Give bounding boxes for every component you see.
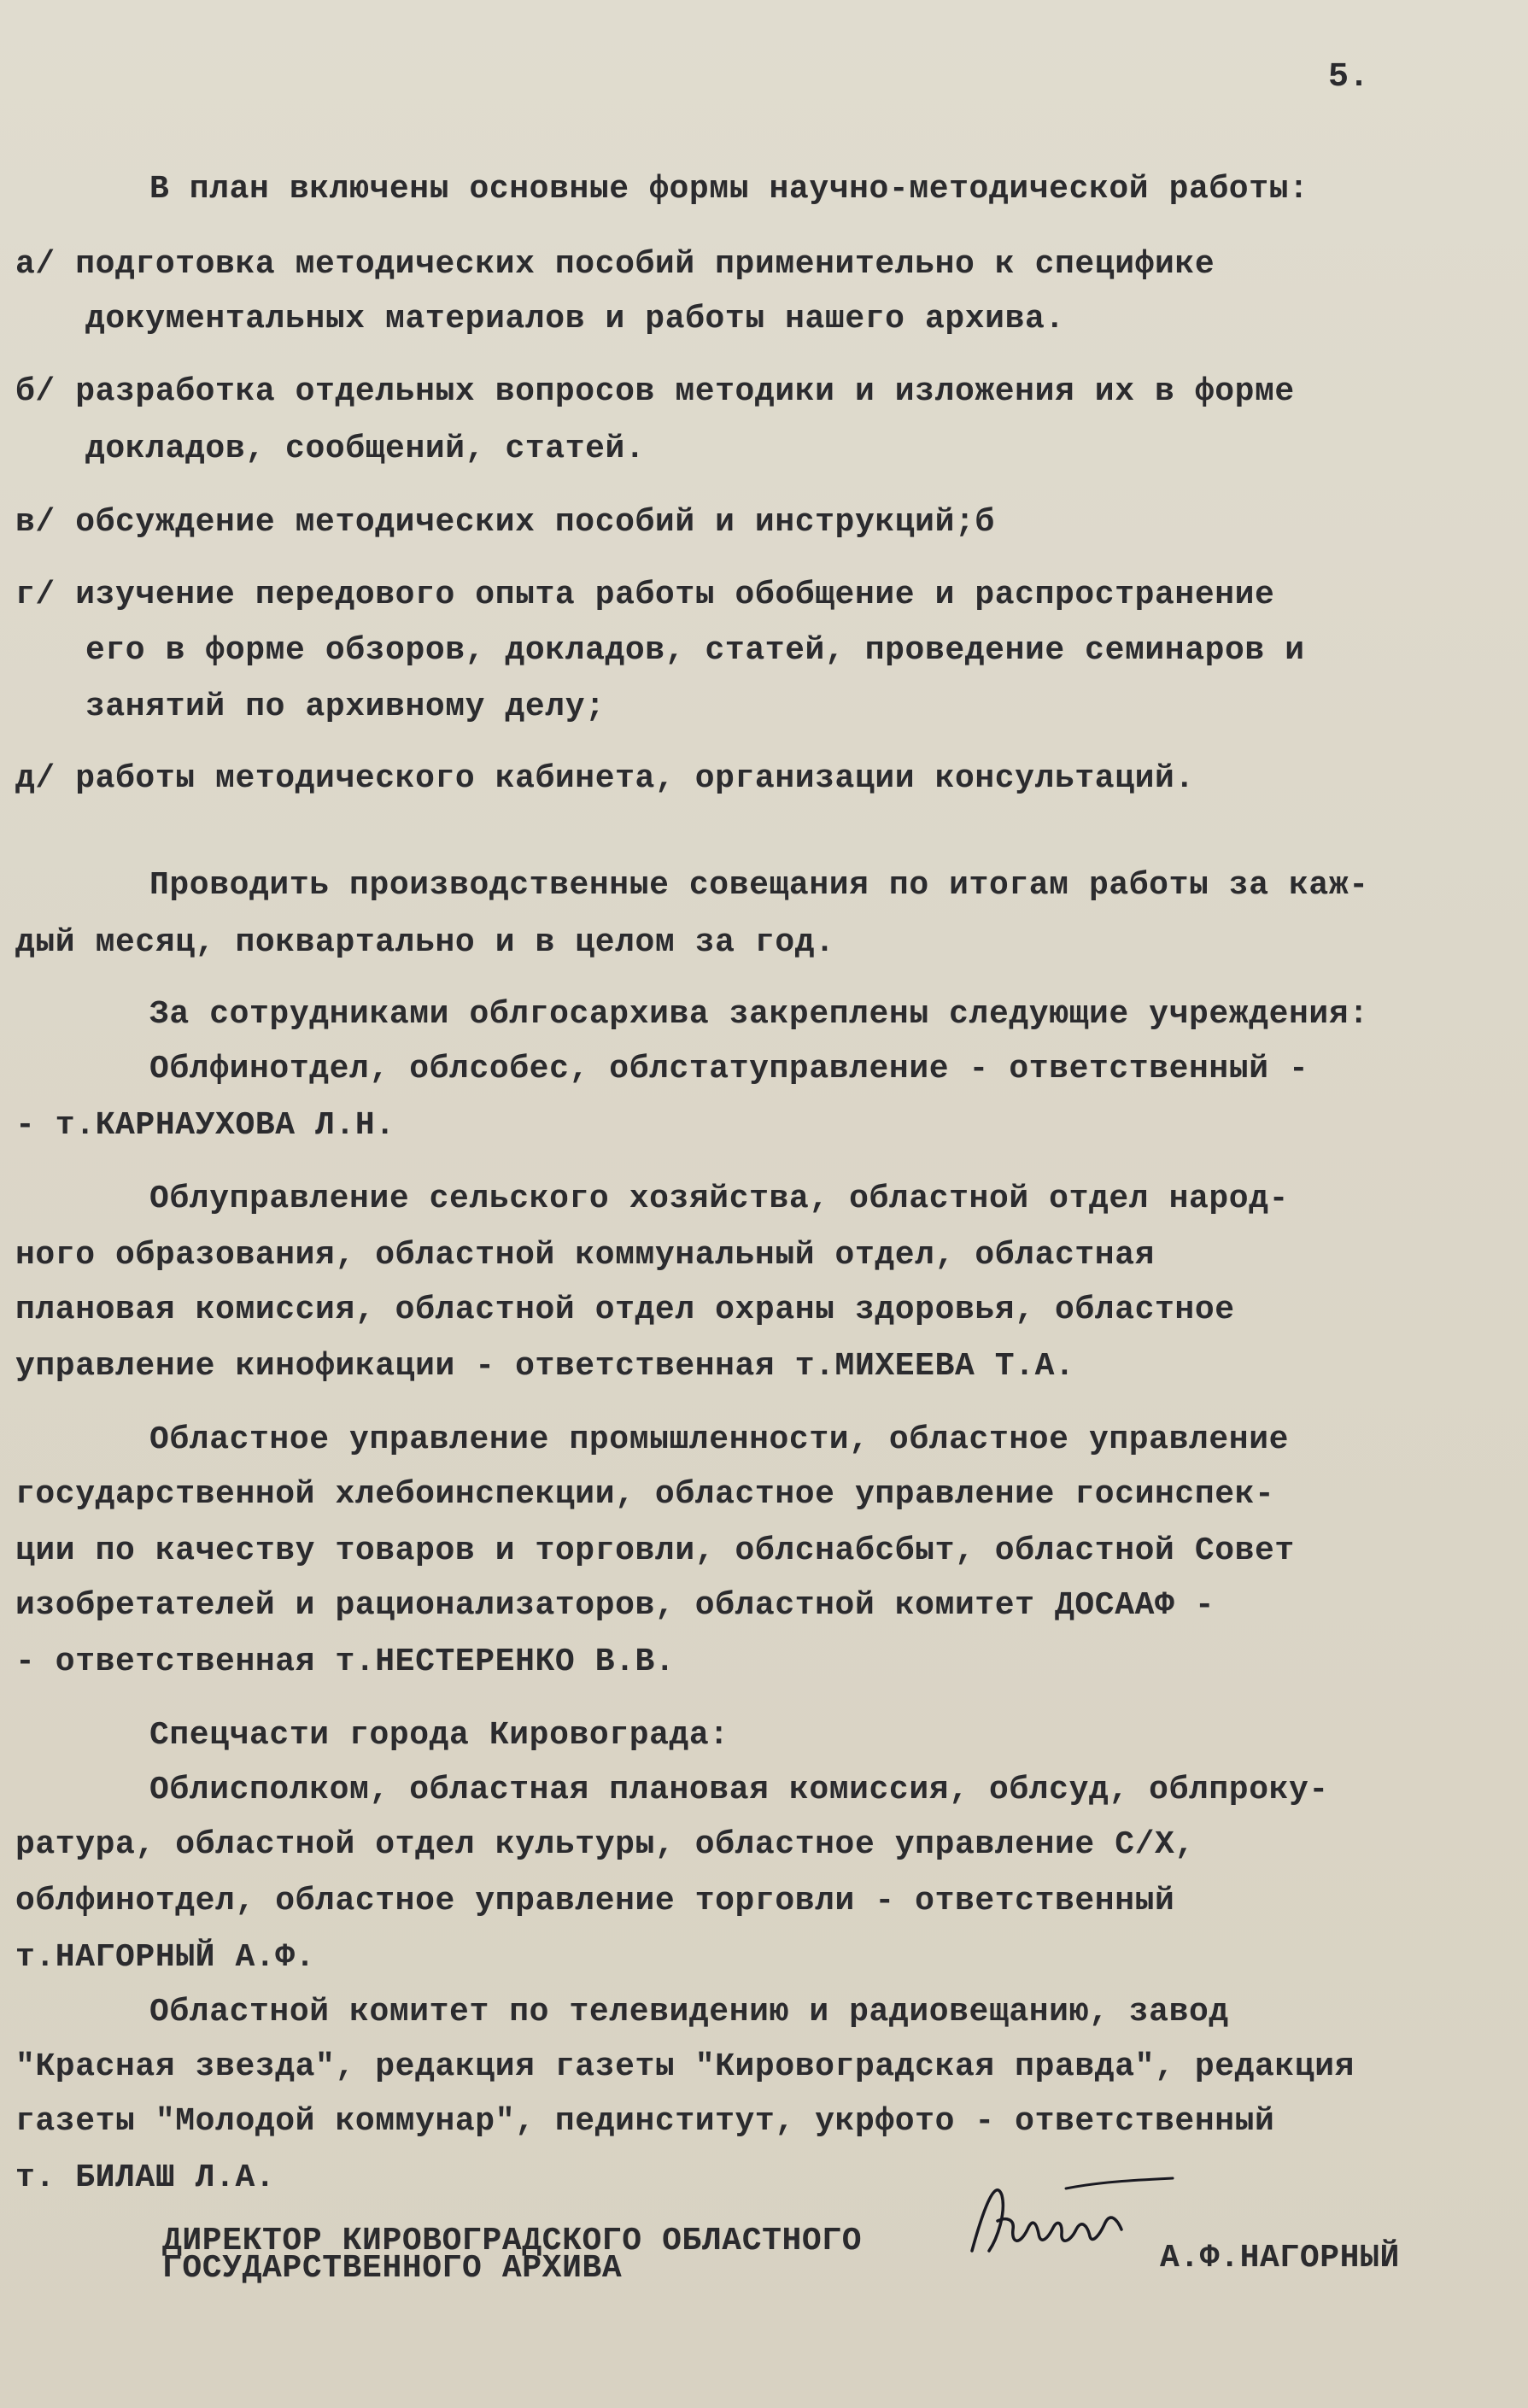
text-line: г/ изучение передового опыта работы обобщение и распространение [15,577,1275,613]
text-line: облфинотдел, областное управление торговли - ответственный [15,1883,1175,1919]
text-line: б/ разработка отдельных вопросов методики и изложения их в форме [15,373,1295,410]
text-line: Облфинотдел, облсобес, облстатуправление - ответственный - [149,1051,1309,1087]
text-line: "Красная звезда", редакция газеты "Кировоградская правда", редакция [15,2048,1355,2085]
text-line: а/ подготовка методических пособий применительно к специфике [15,246,1215,283]
text-line: В план включены основные формы научно-методической работы: [149,171,1309,208]
text-line: государственной хлебоинспекции, областное управление госинспек- [15,1476,1275,1513]
page-number: 5. [1328,58,1370,97]
text-line: Областное управление промышленности, областное управление [149,1421,1290,1458]
text-line: Облисполком, областная плановая комиссия, облсуд, облпроку- [149,1772,1329,1808]
text-line: газеты "Молодой коммунар", пединститут, укрфото - ответственный [15,2103,1275,2140]
text-line: в/ обсуждение методических пособий и инструкций;б [15,504,995,541]
text-line: - т.КАРНАУХОВА Л.Н. [15,1107,395,1144]
text-line: ГОСУДАРСТВЕННОГО АРХИВА [162,2250,623,2287]
text-line: - ответственная т.НЕСТЕРЕНКО В.В. [15,1643,676,1680]
text-line: занятий по архивному делу; [85,688,606,725]
signatory-name: А.Ф.НАГОРНЫЙ [1160,2240,1400,2276]
text-line: Проводить производственные совещания по итогам работы за каж- [149,867,1369,904]
text-line: ДИРЕКТОР КИРОВОГРАДСКОГО ОБЛАСТНОГО [162,2223,863,2259]
text-line: ции по качеству товаров и торговли, облснабсбыт, областной Совет [15,1532,1295,1569]
text-line: плановая комиссия, областной отдел охраны здоровья, областное [15,1292,1235,1328]
text-line: его в форме обзоров, докладов, статей, проведение семинаров и [85,632,1305,669]
text-line: ратура, областной отдел культуры, областное управление С/Х, [15,1826,1195,1863]
handwritten-signature [955,2170,1177,2272]
text-line: т. БИЛАШ Л.А. [15,2159,276,2196]
text-line: управление кинофикации - ответственная т.МИХЕЕВА Т.А. [15,1348,1075,1385]
text-line: документальных материалов и работы нашего архива. [85,301,1065,337]
text-line: Спецчасти города Кировограда: [149,1717,729,1754]
text-line: изобретателей и рационализаторов, областной комитет ДОСААФ - [15,1587,1215,1624]
text-line: ного образования, областной коммунальный отдел, областная [15,1237,1156,1274]
text-line: Облуправление сельского хозяйства, областной отдел народ- [149,1181,1290,1217]
text-line: Областной комитет по телевидению и радиовещанию, завод [149,1994,1229,2030]
text-line: За сотрудниками облгосархива закреплены следующие учреждения: [149,996,1369,1033]
text-line: д/ работы методического кабинета, организации консультаций. [15,760,1195,797]
text-line: докладов, сообщений, статей. [85,431,646,467]
text-line: т.НАГОРНЫЙ А.Ф. [15,1939,316,1976]
text-line: дый месяц, поквартально и в целом за год. [15,924,835,961]
